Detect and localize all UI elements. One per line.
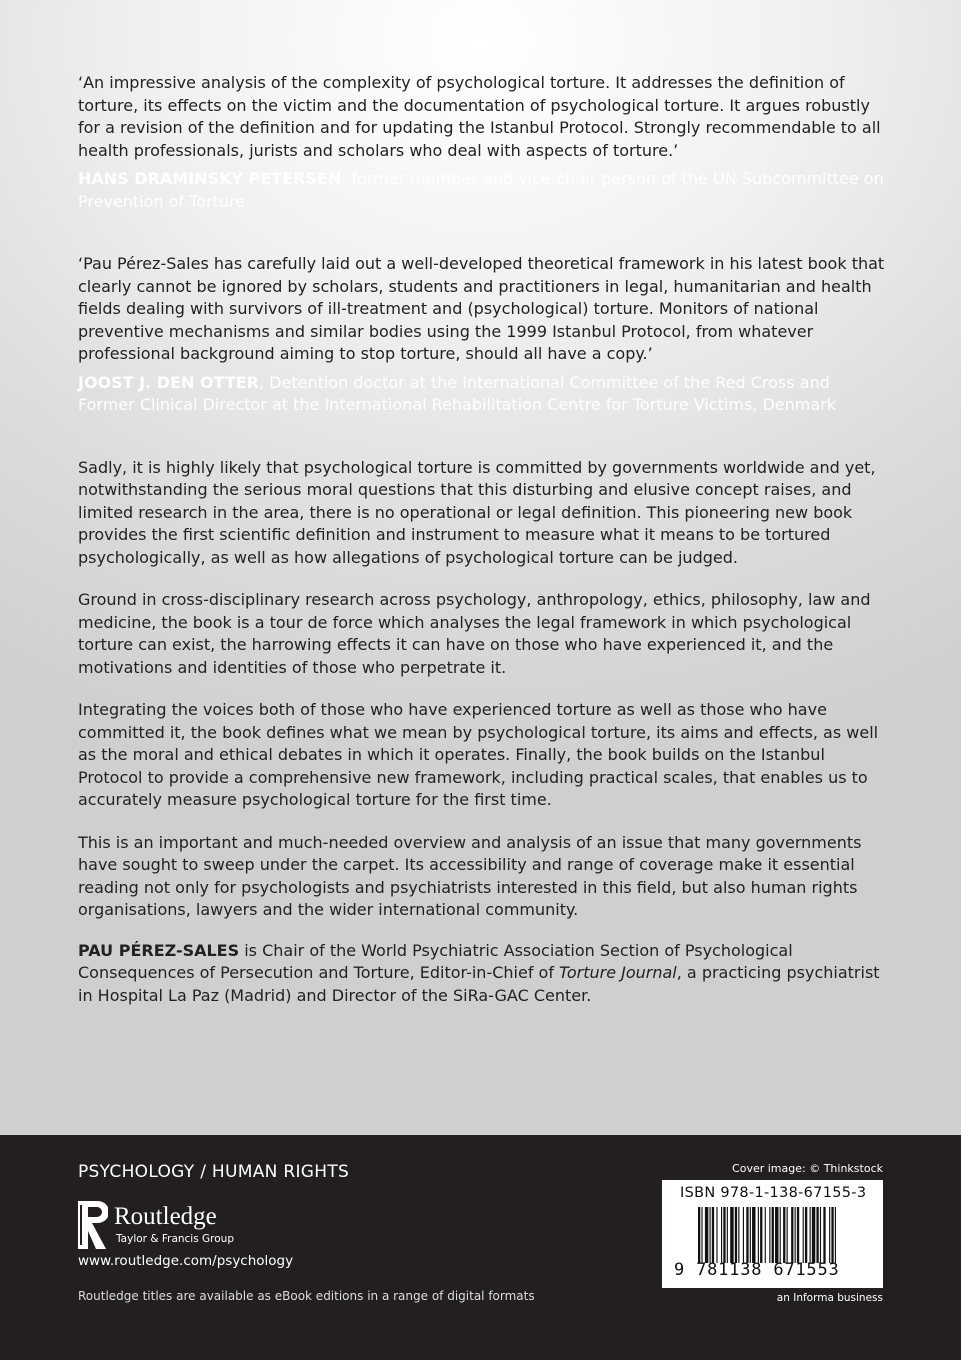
description-paragraph-2: Ground in cross-disciplinary research across psychology, anthropology, ethics, philosophy, law and medicine, the book is a tour de force which analyses the legal framework in which psychological torture can exist, the harrowing effects it can have on those who have experienced it, and the motivations and identities of those who perpetrate it. (78, 590, 871, 677)
barcode (698, 1207, 878, 1263)
routledge-logo (78, 1201, 278, 1249)
subject-category: PSYCHOLOGY / HUMAN RIGHTS (78, 1162, 350, 1182)
quote-1-role: , former member and vice-chair person of the UN Subcommittee on Prevention of Torture (78, 169, 884, 211)
journal-title: Torture Journal (559, 963, 677, 982)
back-cover-text (78, 72, 888, 1007)
description-paragraph-4: This is an important and much-needed overview and analysis of an issue that many governments have sought to sweep under the carpet. Its accessibility and range of coverage make it essential reading not only for psychologists and psychiatrists interested in this field, but also human rights organisations, lawyers and the wider international community. (78, 832, 862, 919)
barcode-digits: 9 781138 671553 (674, 1260, 840, 1280)
informa-business: an Informa business (776, 1292, 883, 1304)
description-paragraph-1: Sadly, it is highly likely that psychological torture is committed by governments worldwide and yet, notwithstanding the serious moral questions that this disturbing and elusive concept raises, and limited research in the area, there is no operational or legal definition. This pioneering new book provides the first scientific definition and instrument to measure what it means to be tortured psychologically, as well as how allegations of psychological torture can be judged. (78, 457, 876, 567)
description-paragraph-3: Integrating the voices both of those who have experienced torture as well as those who have committed it, the book defines what we mean by psychological torture, its aims and effects, as well as the moral and ethical debates in which it operates. Finally, the book builds on the Istanbul Protocol to provide a comprehensive new framework, including practical scales, that enables us to accurately measure psychological torture for the first time. (78, 700, 879, 809)
isbn-number: ISBN 978-1-138-67155-3 (680, 1185, 867, 1201)
quote-2-role: , Detention doctor at the International Committee of the Red Cross and Former Clinical Director at the International Rehabilitation Centre for Torture Victims, Denmark (78, 372, 837, 414)
author-bio-text-end: , a practicing psychiatrist in Hospital La Paz (Madrid) and Director of the SiRa-GAC Center. (78, 963, 880, 1005)
author-bio-text: is Chair of the World Psychiatric Association Section of Psychological Consequences of Persecution and Torture, Editor-in-Chief of (78, 940, 793, 982)
quote-2-attribution (78, 372, 888, 417)
quote-1-author: HANS DRAMINSKY PETERSEN (78, 169, 342, 188)
author-name: PAU PÉREZ-SALES (78, 940, 240, 960)
barcode-panel (662, 1180, 883, 1288)
publisher-name: Routledge (114, 1203, 217, 1230)
publisher-group: Taylor & Francis Group (116, 1233, 234, 1245)
footer-band (0, 1135, 961, 1360)
quote-2-text: ‘Pau Pérez-Sales has carefully laid out a well-developed theoretical framework in his latest book that clearly cannot be ignored by scholars, students and practitioners in legal, humanitarian and health fields dealing with survivors of ill-treatment and (psychological) torture. Monitors of national preventive mechanisms and similar bodies using the 1999 Istanbul Protocol, from whatever professional background aiming to stop torture, should all have a copy.’ (78, 254, 885, 363)
quote-2-author: JOOST J. DEN OTTER (78, 372, 259, 392)
quote-1-attribution (78, 168, 888, 213)
quote-1-text: ‘An impressive analysis of the complexity of psychological torture. It addresses the definition of torture, its effects on the victim and the documentation of psychological torture. It argues robustly for a revision of the definition and for updating the Istanbul Protocol. Strongly recommendable to all health professionals, jurists and scholars who deal with aspects of torture.’ (78, 73, 881, 160)
publisher-url[interactable]: www.routledge.com/psychology (78, 1253, 294, 1269)
ebook-note: Routledge titles are available as eBook editions in a range of digital formats (78, 1289, 535, 1303)
cover-image-credit: Cover image: © Thinkstock (732, 1162, 883, 1175)
routledge-r-icon (78, 1201, 108, 1249)
author-bio (78, 940, 888, 1008)
